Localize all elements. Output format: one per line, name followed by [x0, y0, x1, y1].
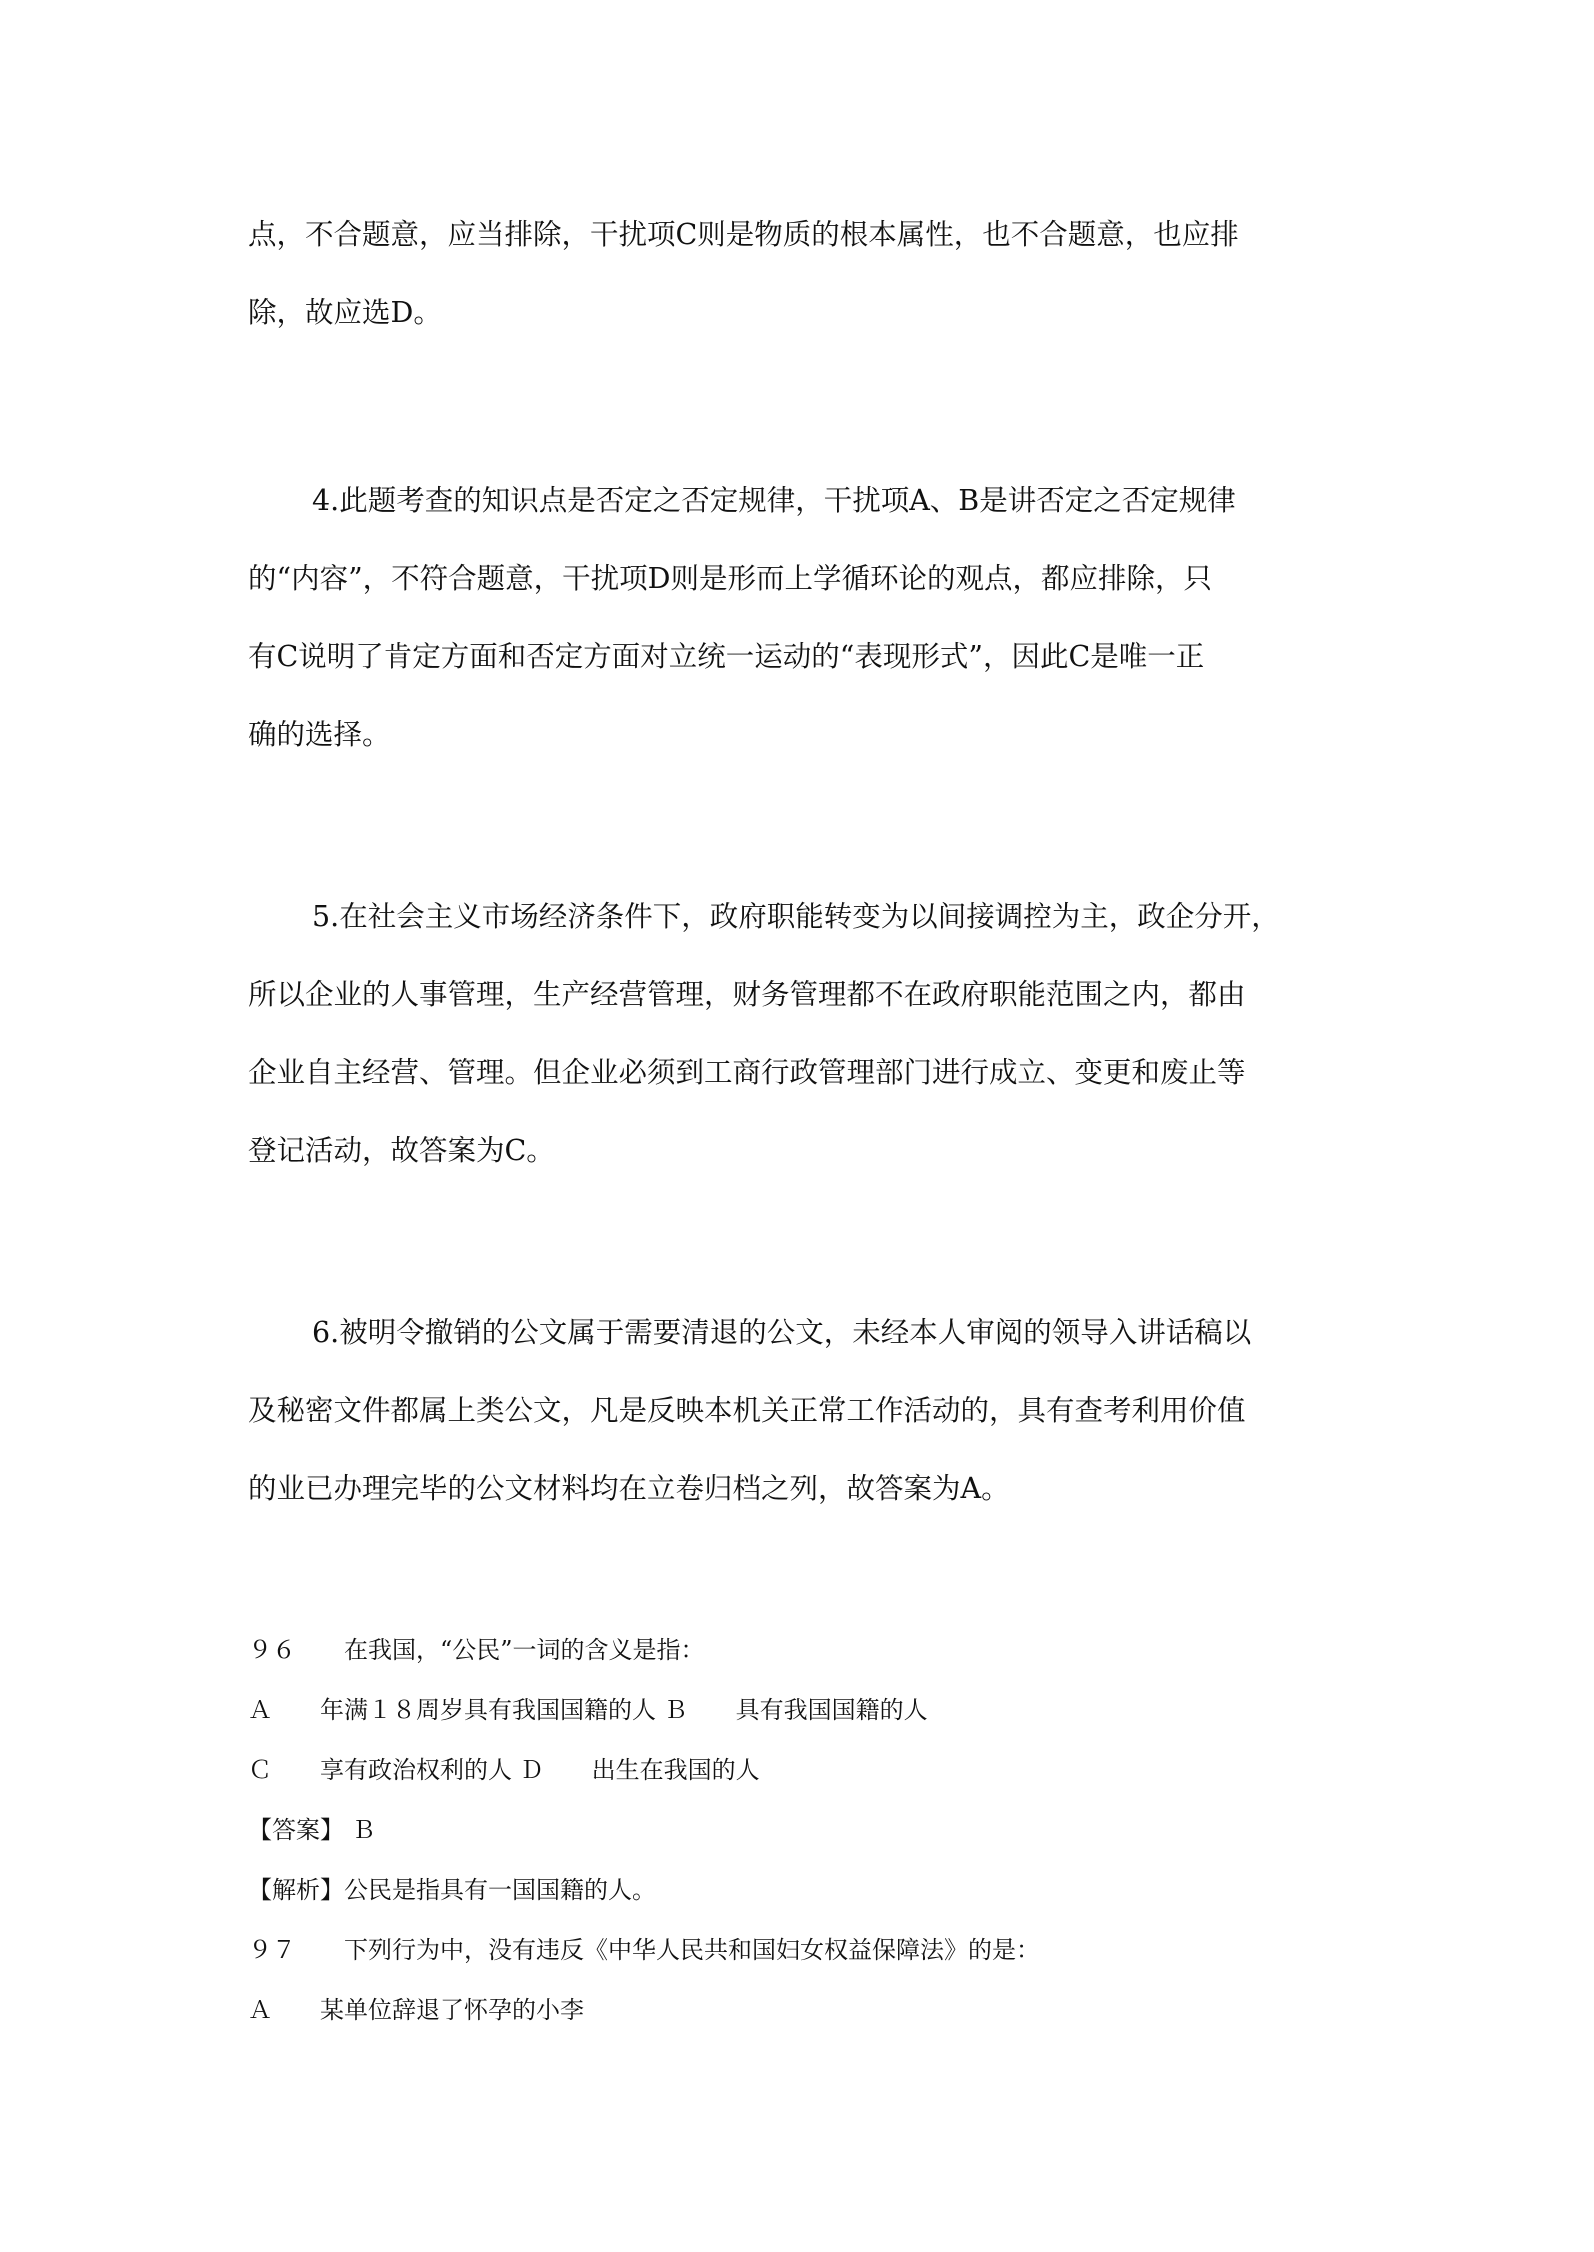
paragraph-line: 登记活动，故答案为C。: [248, 1134, 555, 1167]
paragraph-line: 的业已办理完毕的公文材料均在立卷归档之列，故答案为A。: [248, 1472, 1010, 1505]
paragraph-line: 5.在社会主义市场经济条件下，政府职能转变为以间接调控为主，政企分开，: [312, 900, 1280, 933]
question-97-option-a: Ａ 某单位辞退了怀孕的小李: [248, 1996, 584, 2024]
question-96-options-cd: Ｃ 享有政治权利的人 Ｄ 出生在我国的人: [248, 1756, 760, 1784]
paragraph-line: 及秘密文件都属上类公文，凡是反映本机关正常工作活动的，具有查考利用价值: [248, 1394, 1246, 1427]
paragraph-4: [248, 462, 1368, 774]
paragraph-line: 有C说明了肯定方面和否定方面对立统一运动的“表现形式”，因此C是唯一正: [248, 640, 1205, 673]
question-section: [248, 1620, 1368, 2040]
paragraph-line: 6.被明令撤销的公文属于需要清退的公文，未经本人审阅的领导入讲话稿以: [312, 1316, 1252, 1349]
question-96-explanation: 【解析】公民是指具有一国国籍的人。: [248, 1876, 656, 1904]
question-96-stem: ９６ 在我国，“公民”一词的含义是指：: [248, 1636, 705, 1664]
paragraph-6: [248, 1294, 1368, 1528]
paragraph-line: 企业自主经营、管理。但企业必须到工商行政管理部门进行成立、变更和废止等: [248, 1056, 1246, 1089]
paragraph-line: 点，不合题意，应当排除，干扰项C则是物质的根本属性，也不合题意，也应排: [248, 218, 1239, 251]
question-97-stem: ９７ 下列行为中，没有违反《中华人民共和国妇女权益保障法》的是：: [248, 1936, 1040, 1964]
paragraph-line: 所以企业的人事管理，生产经营管理，财务管理都不在政府职能范围之内，都由: [248, 978, 1246, 1011]
question-96-options-ab: Ａ 年满１８周岁具有我国国籍的人 Ｂ 具有我国国籍的人: [248, 1696, 928, 1724]
paragraph-5: [248, 878, 1368, 1190]
question-96-answer: 【答案】 Ｂ: [248, 1816, 376, 1844]
paragraph-line: 的“内容”，不符合题意，干扰项D则是形而上学循环论的观点，都应排除，只: [248, 562, 1212, 595]
paragraph-line: 4.此题考查的知识点是否定之否定规律，干扰项A、B是讲否定之否定规律: [312, 484, 1236, 517]
paragraph-line: 除，故应选D。: [248, 296, 442, 329]
paragraph-line: 确的选择。: [248, 718, 391, 751]
paragraph-3-continuation: [248, 196, 1368, 352]
